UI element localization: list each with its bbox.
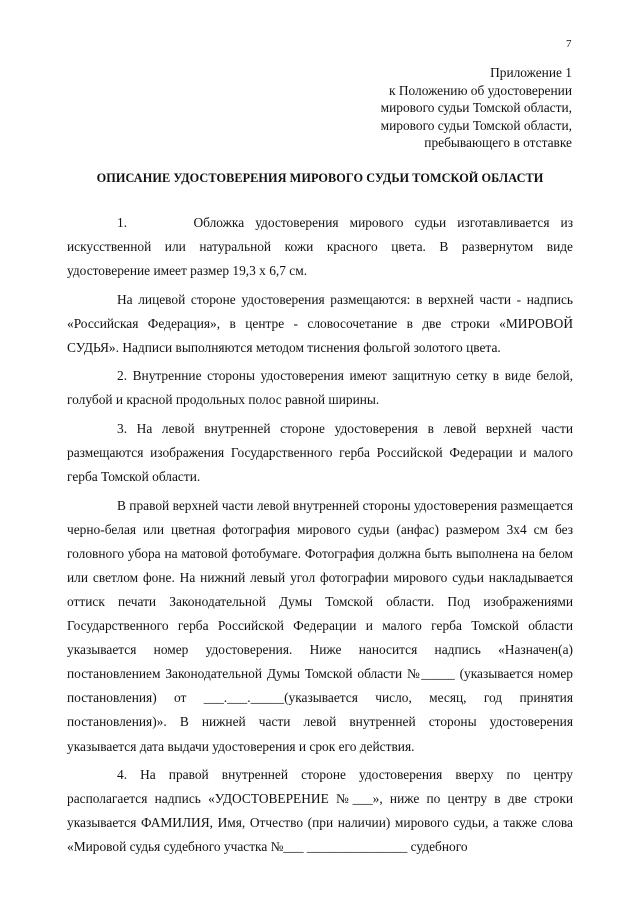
paragraph: На лицевой стороне удостоверения размещаются: в верхней части - надпись «Российская Федерация», в центре - словосочетание в две строки «МИРОВОЙ СУДЬЯ». Надписи выполняются методом тиснения фольгой золотого цвета.: [67, 291, 573, 355]
paragraph: 3. На левой внутренней стороне удостоверения в левой верхней части размещаются изображения Государственного герба Российской Федерации и малого герба Томской области.: [67, 420, 573, 485]
appendix-block: [381, 64, 572, 152]
appendix-line: пребывающего в отставке: [424, 135, 572, 151]
paragraph: 4. На правой внутренней стороне удостоверения вверху по центру располагается надпись «УДОСТОВЕРЕНИЕ №___», ниже по центру в две строки указывается ФАМИЛИЯ, Имя, Отчество (при наличии) мирового судьи, а также слова «Мировой судья судебного участка №___ _______________ судебного: [67, 767, 573, 855]
appendix-line: мирового судьи Томской области,: [380, 100, 572, 116]
paragraph: 1. Обложка удостоверения мирового судьи изготавливается из искусственной или натуральной кожи красного цвета. В развернутом виде удостоверение имеет размер 19,3 х 6,7 см.: [67, 215, 577, 279]
appendix-line: к Положению об удостоверении: [389, 82, 572, 98]
appendix-line: мирового судьи Томской области,: [380, 117, 572, 133]
appendix-line: Приложение 1: [490, 65, 572, 80]
paragraph: 2. Внутренние стороны удостоверения имеют защитную сетку в виде белой, голубой и красной продольных полос равной ширины.: [67, 368, 573, 408]
paragraph: В правой верхней части левой внутренней стороны удостоверения размещается черно-белая или цветная фотография мирового судьи (анфас) размером 3х4 см без головного убора на матовой фотобумаге. Фотография должна быть выполнена на белом или светлом фоне. На нижний левый угол фотографии мирового судьи накладывается оттиск печати Законодательной Думы Томской области. Под изображениями Государственного герба Российской Федерации и малого герба Томской области указывается номер удостоверения. Ниже наносится надпись «Назначен(а) постановлением Законодательной Думы Томской области №_____ (указывается номер постановления) от ___.___._____(указывается число, месяц, год принятия постановления)». В нижней части левой внутренней стороны удостоверения указывается дата выдачи удостоверения и срок его действия.: [67, 497, 573, 754]
document-title: ОПИСАНИЕ УДОСТОВЕРЕНИЯ МИРОВОГО СУДЬИ ТОМСКОЙ ОБЛАСТИ: [96, 171, 544, 185]
document-body: [67, 211, 577, 864]
page-number: 7: [566, 38, 572, 50]
